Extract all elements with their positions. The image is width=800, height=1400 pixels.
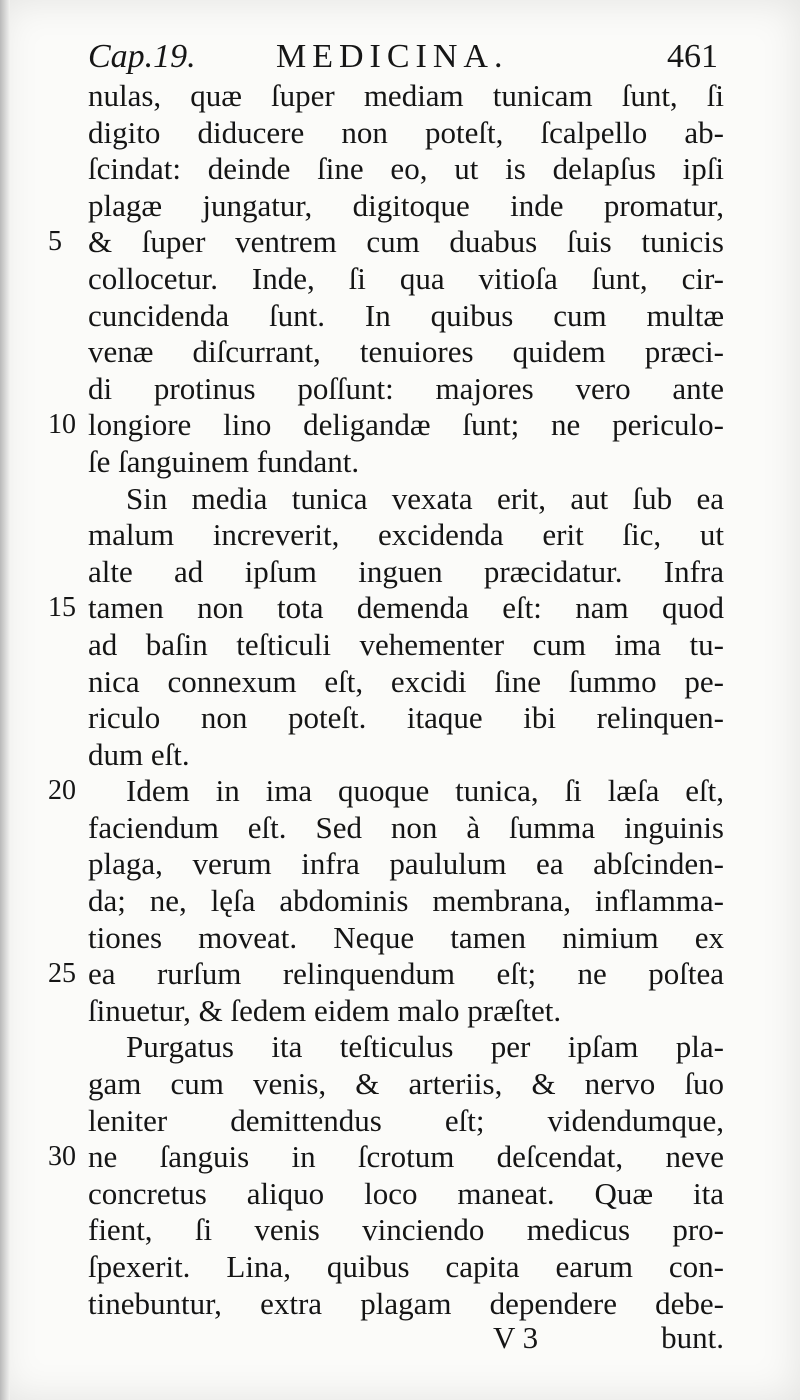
line-text: venæ diſcurrant, tenuiores quidem præci- <box>88 334 724 370</box>
catchword: bunt. <box>661 1320 724 1355</box>
line-text: malum increverit, excidenda erit ſic, ut <box>88 517 724 553</box>
page-footer <box>88 1320 724 1360</box>
line-text: alte ad ipſum inguen præcidatur. Infra <box>88 553 724 589</box>
text-line <box>88 1066 724 1103</box>
line-text: ea rurſum relinquendum eſt; ne poſtea <box>88 956 724 992</box>
line-text: ſe ſanguinem fundant. <box>88 443 360 479</box>
line-text: ſpexerit. Lina, quibus capita earum con- <box>88 1249 724 1284</box>
line-text: ſinuetur, & ſedem eidem malo præſtet. <box>88 992 562 1028</box>
text-line <box>88 298 724 335</box>
page-number: 461 <box>667 38 718 75</box>
text-line <box>88 1029 724 1066</box>
line-number: 25 <box>48 958 76 990</box>
text-line <box>88 261 724 298</box>
line-text: nulas, quæ ſuper mediam tunicam ſunt, ſi <box>88 78 724 113</box>
line-text: riculo non poteſt. itaque ibi relinquen- <box>88 700 724 736</box>
line-number: 5 <box>48 226 62 258</box>
line-text: collocetur. Inde, ſi qua vitioſa ſunt, cir- <box>88 260 724 296</box>
chapter-label: Cap.19. <box>88 38 196 75</box>
text-line <box>88 444 724 481</box>
text-line <box>88 1176 724 1213</box>
text-line <box>88 664 724 701</box>
line-text: leniter demittendus eſt; videndumque, <box>88 1102 724 1138</box>
line-number: 30 <box>48 1141 76 1173</box>
text-line <box>88 151 724 188</box>
line-text: nica connexum eſt, excidi ſine ſummo pe- <box>88 663 724 699</box>
line-text: cuncidenda ſunt. In quibus cum multæ <box>88 297 724 333</box>
text-line <box>88 810 724 847</box>
line-text: concretus aliquo loco maneat. Quæ ita <box>88 1175 724 1211</box>
line-text: dum eſt. <box>88 736 190 772</box>
running-title: MEDICINA. <box>276 38 509 75</box>
page-gutter-shadow <box>0 0 10 1400</box>
line-number: 10 <box>48 409 76 441</box>
line-text: gam cum venis, & arteriis, & nervo ſuo <box>88 1066 724 1102</box>
text-line <box>88 334 724 371</box>
line-text: da; ne, lęſa abdominis membrana, inflamma- <box>88 883 724 919</box>
line-text: ne ſanguis in ſcrotum deſcendat, neve <box>88 1139 724 1175</box>
line-text: fient, ſi venis vinciendo medicus pro- <box>88 1212 724 1248</box>
text-line <box>88 700 724 737</box>
text-line <box>48 224 724 261</box>
text-line <box>88 115 724 152</box>
text-line <box>48 956 724 993</box>
line-text: plagæ jungatur, digitoque inde promatur, <box>88 187 724 223</box>
line-text: digito diducere non poteſt, ſcalpello ab- <box>88 114 724 150</box>
line-text: ſcindat: deinde ſine eo, ut is delapſus ipſi <box>88 151 724 187</box>
text-line <box>88 883 724 920</box>
line-text: tinebuntur, extra plagam dependere debe- <box>88 1285 724 1321</box>
text-line <box>88 920 724 957</box>
text-line <box>88 1286 724 1323</box>
line-text: faciendum eſt. Sed non à ſumma inguinis <box>88 809 724 845</box>
line-text: longiore lino deligandæ ſunt; ne periculo- <box>88 407 724 443</box>
text-line <box>48 773 724 810</box>
line-number: 15 <box>48 592 76 624</box>
line-text: ad baſin teſticuli vehementer cum ima tu- <box>88 626 724 662</box>
text-line <box>88 846 724 883</box>
text-line <box>48 590 724 627</box>
text-line <box>88 371 724 408</box>
text-line <box>88 517 724 554</box>
line-text: Purgatus ita teſticulus per ipſam pla- <box>126 1029 724 1065</box>
signature-mark: V 3 <box>493 1320 539 1355</box>
body-text <box>48 78 724 1322</box>
line-number: 20 <box>48 775 76 807</box>
text-line <box>88 627 724 664</box>
text-line <box>88 1103 724 1140</box>
text-line <box>48 407 724 444</box>
text-line <box>88 188 724 225</box>
line-text: Idem in ima quoque tunica, ſi læſa eſt, <box>126 773 724 809</box>
text-line <box>48 1139 724 1176</box>
text-line <box>88 993 724 1030</box>
text-line <box>88 1212 724 1249</box>
text-line <box>88 481 724 518</box>
line-text: tiones moveat. Neque tamen nimium ex <box>88 919 724 955</box>
text-line <box>88 1249 724 1286</box>
line-text: di protinus poſſunt: majores vero ante <box>88 370 724 406</box>
line-text: plaga, verum infra paululum ea abſcinden- <box>88 846 724 882</box>
line-text: & ſuper ventrem cum duabus ſuis tunicis <box>88 224 724 260</box>
line-text: Sin media tunica vexata erit, aut ſub ea <box>126 480 724 516</box>
text-line <box>88 737 724 774</box>
line-text: tamen non tota demenda eſt: nam quod <box>88 590 724 626</box>
text-line <box>88 78 724 115</box>
text-line <box>88 554 724 591</box>
